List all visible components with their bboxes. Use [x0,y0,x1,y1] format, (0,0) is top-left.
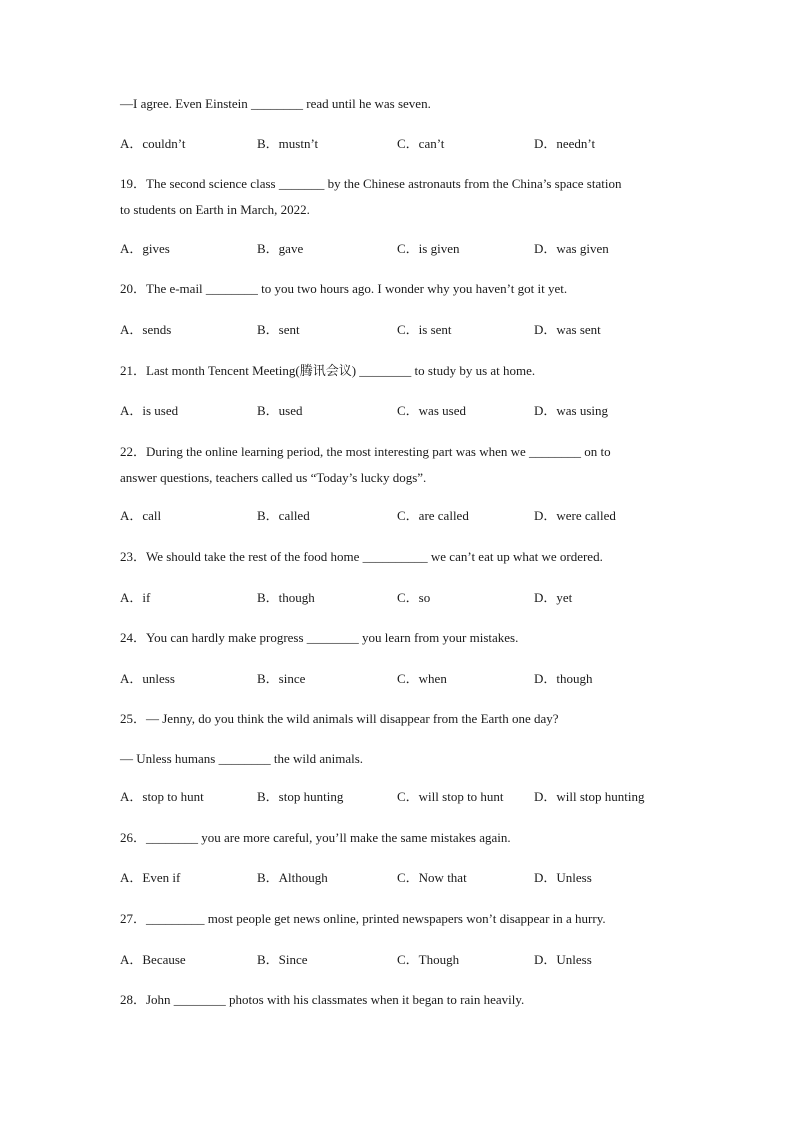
question-18-dialogue: —I agree. Even Einstein ________ read until he was seven. [120,96,431,111]
question-19-options [120,241,680,257]
question-24-options [120,671,680,687]
question-25-options [120,789,680,805]
option-d: D．Unless [534,870,592,885]
option-d: D．though [534,671,593,686]
option-b: B．sent [257,322,300,337]
option-b: B．mustn’t [257,136,319,151]
option-c: C．are called [397,508,469,523]
option-d: D．yet [534,590,573,605]
option-d: D．was using [534,403,609,418]
option-b: B．called [257,508,310,523]
option-a: A．stop to hunt [120,789,204,804]
option-b: B．Although [257,870,328,885]
option-c: C．was used [397,403,466,418]
question-18-options [120,136,680,152]
option-a: A．Because [120,952,186,967]
question-28-stem: 28．John ________ photos with his classmates when it began to rain heavily. [120,992,525,1007]
option-d: D．was given [534,241,609,256]
option-a: A．unless [120,671,175,686]
option-b: B．since [257,671,306,686]
option-a: A．gives [120,241,170,256]
question-20-options [120,322,680,338]
option-c: C．when [397,671,447,686]
option-d: D．Unless [534,952,592,967]
option-b: B．Since [257,952,308,967]
option-a: A．call [120,508,162,523]
question-27-options [120,952,680,968]
question-27-stem: 27．_________ most people get news online, printed newspapers won’t disappear in a hurry. [120,911,606,926]
option-c: C．Now that [397,870,467,885]
option-b: B．stop hunting [257,789,344,804]
question-20-stem: 20．The e-mail ________ to you two hours ago. I wonder why you haven’t got it yet. [120,281,568,296]
option-d: D．were called [534,508,616,523]
question-26-options [120,870,680,886]
question-22-options [120,508,680,524]
question-22-stem: 22．During the online learning period, the most interesting part was when we ________ on to [120,444,611,459]
option-d: D．will stop hunting [534,789,645,804]
option-a: A．sends [120,322,172,337]
option-d: D．was sent [534,322,601,337]
question-26-stem: 26．________ you are more careful, you’ll make the same mistakes again. [120,830,511,845]
option-c: C．will stop to hunt [397,789,504,804]
option-c: C．Though [397,952,460,967]
option-c: C．can’t [397,136,445,151]
option-a: A．couldn’t [120,136,186,151]
option-b: B．though [257,590,315,605]
option-d: D．needn’t [534,136,596,151]
option-c: C．so [397,590,431,605]
question-21-stem: 21．Last month Tencent Meeting(腾讯会议) ________ to study by us at home. [120,363,536,378]
option-a: A．if [120,590,151,605]
question-23-options [120,590,680,606]
option-c: C．is sent [397,322,452,337]
question-21-options [120,403,680,419]
question-22-stem-cont: answer questions, teachers called us “Today’s lucky dogs”. [120,470,427,485]
option-a: A．is used [120,403,179,418]
question-24-stem: 24．You can hardly make progress ________ you learn from your mistakes. [120,630,519,645]
question-19-stem: 19．The second science class _______ by the Chinese astronauts from the China’s space station [120,176,622,191]
question-19-stem-cont: to students on Earth in March, 2022. [120,202,310,217]
option-c: C．is given [397,241,460,256]
question-23-stem: 23．We should take the rest of the food home __________ we can’t eat up what we ordered. [120,549,603,564]
question-25-response: — Unless humans ________ the wild animals. [120,751,364,766]
option-b: B．used [257,403,303,418]
option-b: B．gave [257,241,304,256]
option-a: A．Even if [120,870,181,885]
question-25-stem: 25．— Jenny, do you think the wild animals will disappear from the Earth one day? [120,711,559,726]
